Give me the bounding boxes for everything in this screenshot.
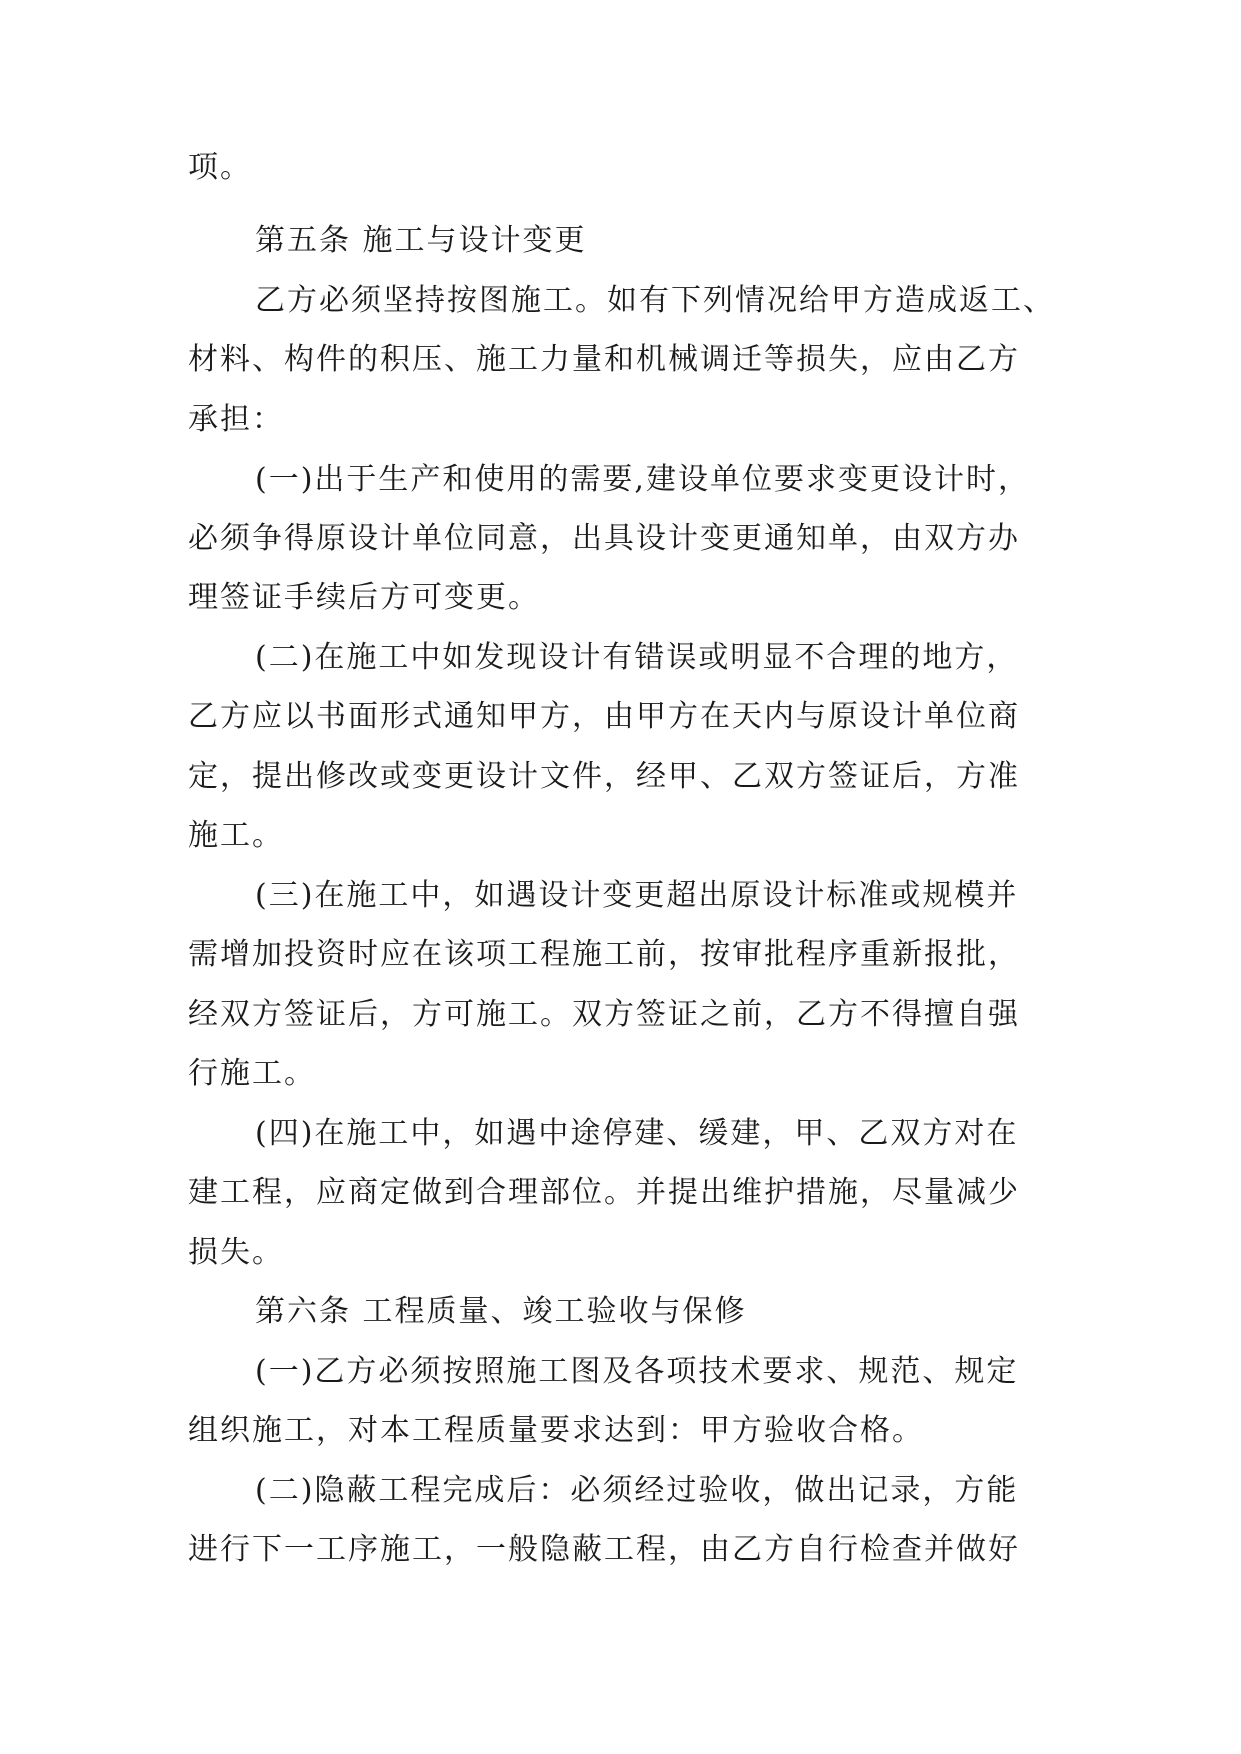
- text-line: 经双方签证后，方可施工。双方签证之前，乙方不得擅自强: [188, 997, 1020, 1032]
- text-line: (四)在施工中，如遇中途停建、缓建，甲、乙双方对在: [255, 1116, 1019, 1151]
- section-heading: 第五条 施工与设计变更: [255, 223, 587, 258]
- text-line: (三)在施工中，如遇设计变更超出原设计标准或规模并: [255, 878, 1019, 913]
- text-line: 乙方应以书面形式通知甲方，由甲方在天内与原设计单位商: [188, 699, 1020, 734]
- section-heading: 第六条 工程质量、竣工验收与保修: [255, 1294, 747, 1329]
- text-line: 必须争得原设计单位同意，出具设计变更通知单，由双方办: [188, 521, 1020, 556]
- text-line: 进行下一工序施工，一般隐蔽工程，由乙方自行检查并做好: [188, 1532, 1020, 1567]
- text-line: 建工程，应商定做到合理部位。并提出维护措施，尽量减少: [188, 1175, 1020, 1210]
- text-line: 行施工。: [188, 1056, 316, 1091]
- text-line: 施工。: [188, 818, 284, 853]
- text-line: 项。: [188, 150, 252, 185]
- text-line: (二)隐蔽工程完成后：必须经过验收，做出记录，方能: [255, 1473, 1019, 1508]
- text-line: (二)在施工中如发现设计有错误或明显不合理的地方，: [255, 640, 1019, 675]
- text-line: 损失。: [188, 1235, 284, 1270]
- text-line: 乙方必须坚持按图施工。如有下列情况给甲方造成返工、: [255, 283, 1055, 318]
- text-line: 组织施工，对本工程质量要求达到：甲方验收合格。: [188, 1413, 924, 1448]
- text-line: 需增加投资时应在该项工程施工前，按审批程序重新报批，: [188, 937, 1020, 972]
- text-line: 理签证手续后方可变更。: [188, 580, 540, 615]
- text-line: (一)出于生产和使用的需要,建设单位要求变更设计时，: [255, 462, 1030, 497]
- text-line: 承担：: [188, 402, 284, 437]
- text-line: (一)乙方必须按照施工图及各项技术要求、规范、规定: [255, 1354, 1019, 1389]
- text-line: 定，提出修改或变更设计文件，经甲、乙双方签证后，方准: [188, 759, 1020, 794]
- text-line: 材料、构件的积压、施工力量和机械调迁等损失，应由乙方: [188, 342, 1020, 377]
